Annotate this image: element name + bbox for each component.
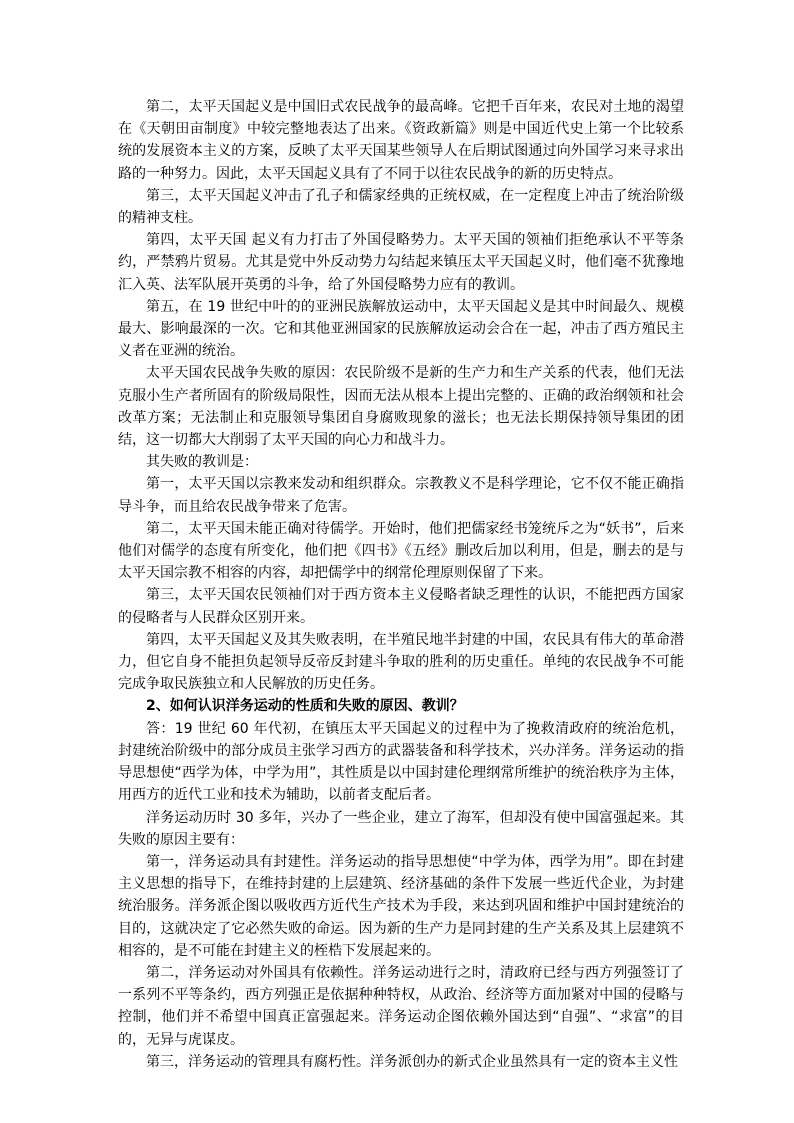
paragraph-lesson-religion: 第一，太平天国以宗教来发动和组织群众。宗教教义不是科学理论，它不仅不能正确指导斗争，而且给农民战争带来了危害。 [118,476,684,515]
paragraph-answer-intro: 答：19 世纪 60 年代初，在镇压太平天国起义的过程中为了挽救清政府的统治危机，封建统治阶级中的部分成员主张学习西方的武器装备和科学技术，兴办洋务。洋务运动的指导思想使“西学为体，中学为用”，其性质是以中国封建伦理纲常所维护的统治秩序为主体，用西方的近代工业和技术为辅助，以前者支配后者。 [118,720,684,804]
paragraph-lessons-intro: 其失败的教训是： [146,454,258,471]
paragraph-taiping-peak: 第二，太平天国起义是中国旧式农民战争的最高峰。它把千百年来，农民对土地的渴望在《天朝田亩制度》中较完整地表达了出来。《资政新篇》则是中国近代史上第一个比较系统的发展资本主义的方案，反映了太平天国某些领导人在后期试图通过向外国学习来寻求出路的一种努力。因此，太平天国起义具有了不同于以往农民战争的新的历史特点。 [118,99,684,182]
paragraph-lesson-western: 第三，太平天国农民领袖们对于西方资本主义侵略者缺乏理性的认识，不能把西方国家的侵略者与人民群众区别开来。 [118,587,684,626]
paragraph-taiping-asia: 第五，在 19 世纪中叶的的亚洲民族解放运动中，太平天国起义是其中时间最久、规模最大、影响最深的一次。它和其他亚洲国家的民族解放运动会合在一起，冲击了西方殖民主义者在亚洲的统治。 [118,298,684,360]
paragraph-yangwu-summary: 洋务运动历时 30 多年，兴办了一些企业，建立了海军，但却没有使中国富强起来。其失败的原因主要有： [118,809,684,848]
paragraph-yangwu-dependence: 第二，洋务运动对外国具有依赖性。洋务运动进行之时，清政府已经与西方列强签订了一系列不平等条约，西方列强正是依据种种特权，从政治、经济等方面加紧对中国的侵略与控制，他们并不希望中国真正富强起来。洋务运动企图依赖外国达到“自强”、“求富”的目的，无异与虎谋皮。 [118,964,684,1048]
paragraph-yangwu-management: 第三，洋务运动的管理具有腐朽性。洋务派创办的新式企业虽然具有一定的资本主义性 [146,1053,678,1070]
document-body [118,96,684,1073]
paragraph-lesson-confucianism: 第二，太平天国未能正确对待儒学。开始时，他们把儒家经书笼统斥之为“妖书”，后来他们对儒学的态度有所变化，他们把《四书》《五经》删改后加以利用，但是，删去的是与太平天国宗教不相容的内容，却把儒学中的纲常伦理原则保留了下来。 [118,520,684,582]
paragraph-yangwu-feudal: 第一，洋务运动具有封建性。洋务运动的指导思想使“中学为体，西学为用”。即在封建主义思想的指导下，在维持封建的上层建筑、经济基础的条件下发展一些近代企业，为封建统治服务。洋务派企图以吸收西方近代生产技术为手段，来达到巩固和维护中国封建统治的目的，这就决定了它必然失败的命运。因为新的生产力是同封建的生产关系及其上层建筑不相容的，是不可能在封建主义的桎梏下发展起来的。 [118,853,684,959]
paragraph-taiping-foreign: 第四，太平天国 起义有力打击了外国侵略势力。太平天国的领袖们拒绝承认不平等条约，严禁鸦片贸易。尤其是党中外反动势力勾结起来镇压太平天国起义时，他们毫不犹豫地汇入英、法军队展开英勇的斗争，给了外国侵略势力应有的教训。 [118,232,684,293]
question-heading: 2、如何认识洋务运动的性质和失败的原因、教训？ [146,698,464,715]
paragraph-taiping-failure-reasons: 太平天国农民战争失败的原因：农民阶级不是新的生产力和生产关系的代表，他们无法克服小生产者所固有的阶级局限性，因而无法从根本上提出完整的、正确的政治纲领和社会改革方案；无法制止和克服领导集团自身腐败现象的滋长；也无法长期保持领导集团的团结，这一切都大大削弱了太平天国的向心力和战斗力。 [118,365,684,449]
paragraph-lesson-peasants: 第四，太平天国起义及其失败表明，在半殖民地半封建的中国，农民具有伟大的革命潜力，但它自身不能担负起领导反帝反封建斗争取的胜利的历史重任。单纯的农民战争不可能完成争取民族独立和人民解放的历史任务。 [118,631,684,693]
paragraph-taiping-confucian: 第三，太平天国起义冲击了孔子和儒家经典的正统权威，在一定程度上冲击了统治阶级的精神支柱。 [118,187,684,227]
